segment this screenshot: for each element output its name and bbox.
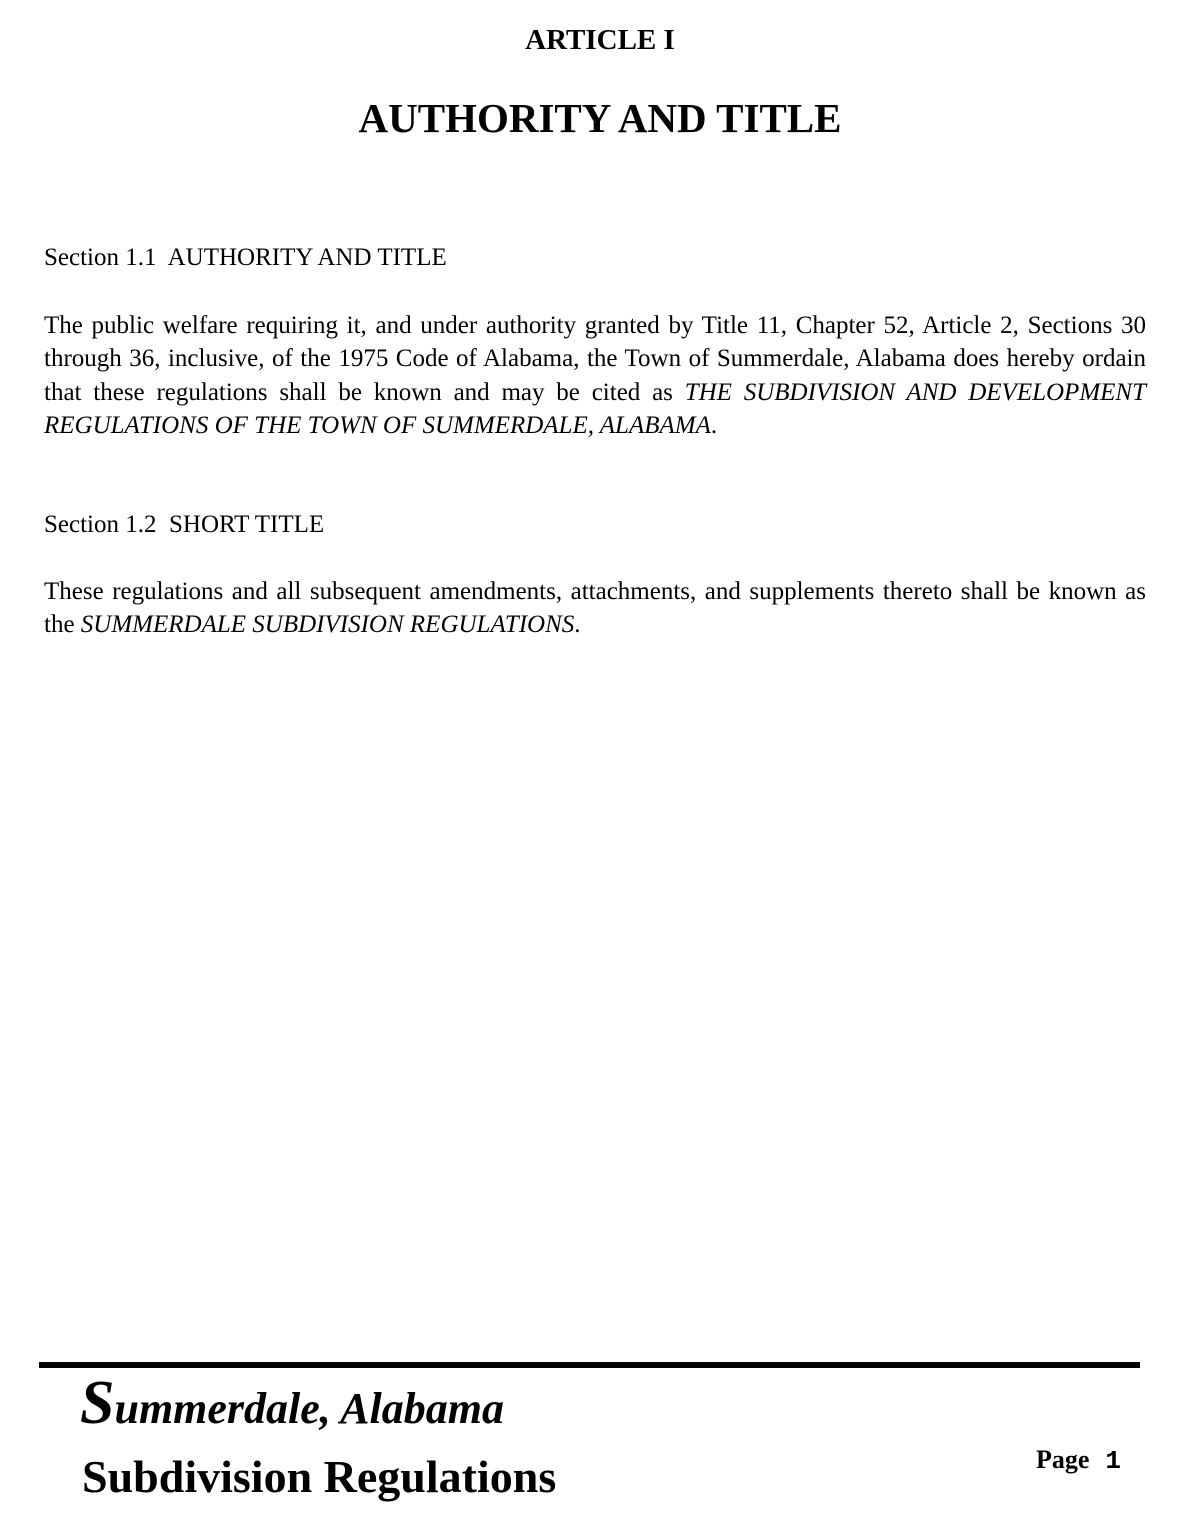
- article-title: AUTHORITY AND TITLE: [358, 95, 842, 141]
- section-1-2-period: .: [574, 611, 581, 639]
- footer-town-name: [80, 1370, 504, 1442]
- section-1-2-heading: Section 1.2 SHORT TITLE: [44, 511, 325, 538]
- section-1-2-short-title: SUMMERDALE SUBDIVISION REGULATIONS: [80, 611, 575, 639]
- footer-town-rest: ummerdale, Alabama: [114, 1384, 504, 1433]
- footer-page-indicator: [1036, 1443, 1121, 1478]
- section-1-1-period: .: [710, 411, 718, 439]
- page-number: 1: [1105, 1446, 1122, 1476]
- footer-town-initial: S: [80, 1369, 115, 1437]
- section-1-1-body: [44, 309, 1146, 442]
- article-number: ARTICLE I: [525, 24, 675, 56]
- footer-rule: [39, 1362, 1140, 1368]
- section-1-1-heading: Section 1.1 AUTHORITY AND TITLE: [44, 244, 447, 271]
- section-1-2-body: [44, 575, 1146, 642]
- section-1-1-body-text: The public welfare requiring it, and under authority granted by Title 11, Chapter 52, Article 2, Sections 30 through 36, inclusive, of the 1975 Code of Alabama, the Town of Summerdale, Alabama does hereby ordain that these regulations shall be known and may be cited as: [44, 312, 1146, 406]
- footer-document-name: Subdivision Regulations: [82, 1451, 557, 1502]
- section-1-2-body-text: These regulations and all subsequent amendments, attachments, and supplements thereto shall be known as the: [44, 578, 1146, 639]
- section-1-1-cited-title: THE SUBDIVISION AND DEVELOPMENT REGULATIONS OF THE TOWN OF SUMMERDALE, ALABAMA: [44, 378, 1146, 439]
- page-label: Page: [1036, 1445, 1090, 1474]
